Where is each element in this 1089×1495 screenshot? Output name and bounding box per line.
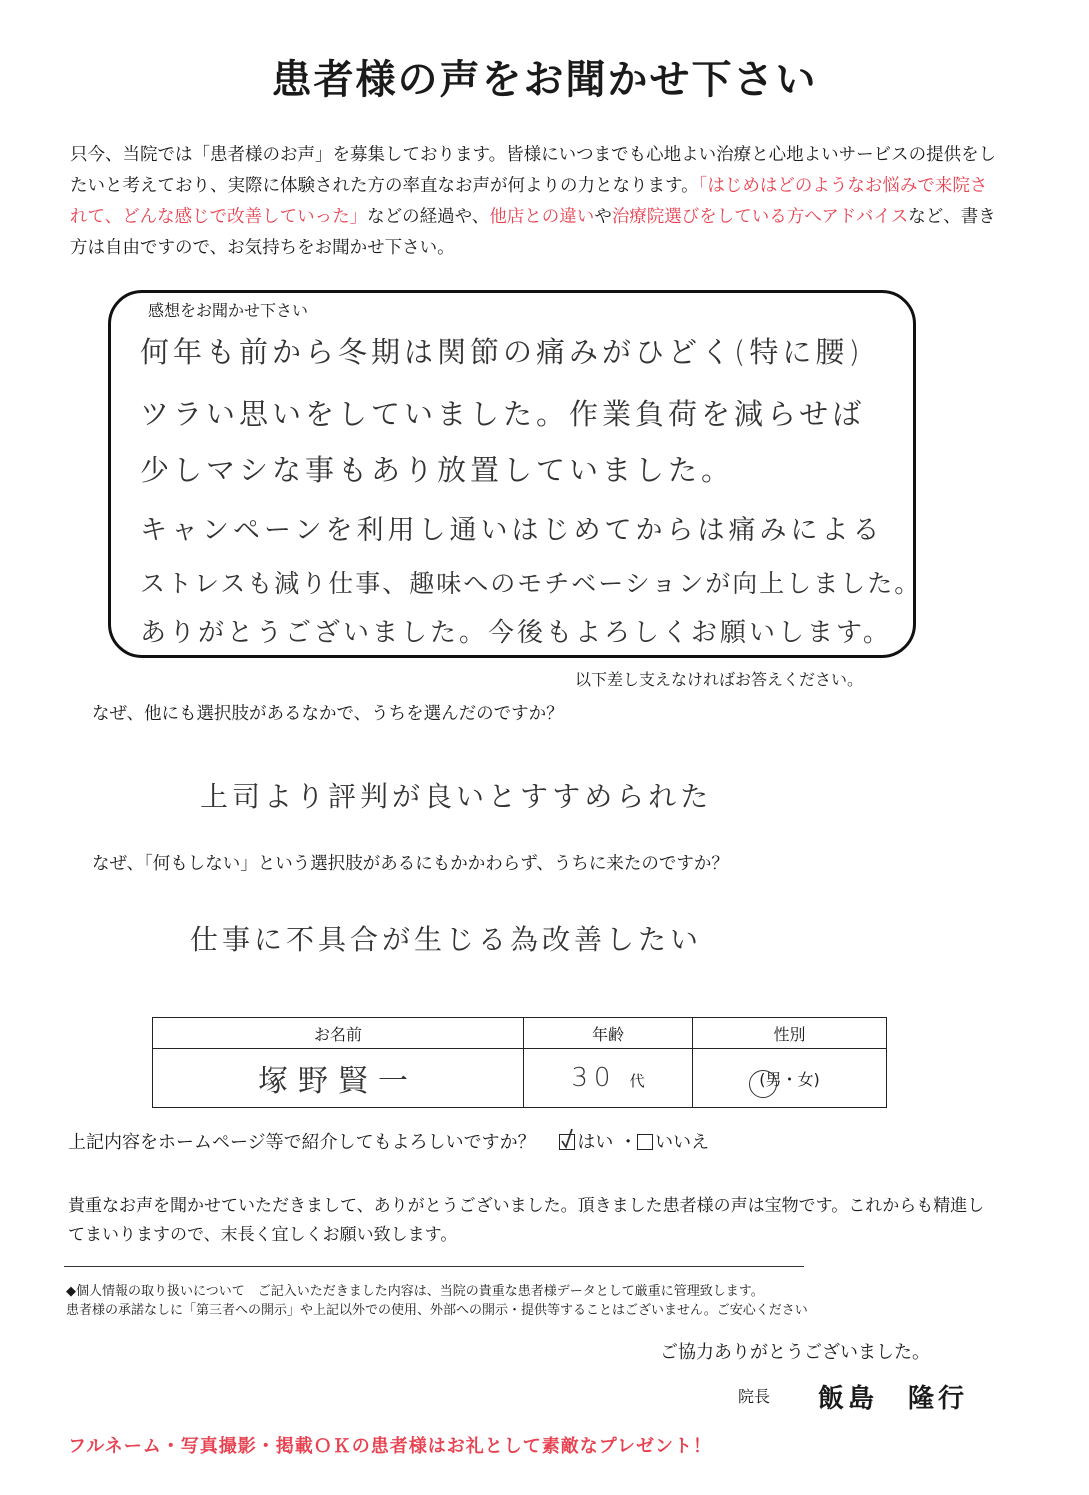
consent-yes-option[interactable] (559, 1132, 619, 1153)
answer-2: 仕事に不具合が生じる為改善したい (190, 923, 703, 956)
yes-checkbox[interactable] (559, 1134, 575, 1150)
impression-line: ストレスも減り仕事、趣味へのモチベーションが向上しました。 (140, 569, 922, 598)
optional-note: 以下差し支えなければお答えください。 (575, 670, 864, 689)
privacy-line-1: ◆個人情報の取り扱いについて ご記入いただきました内容は、当院の貴重な患者様データとして厳重に管理致します。 (66, 1284, 764, 1299)
consent-separator: ・ (619, 1132, 638, 1153)
gender-selection-circle (749, 1070, 777, 1098)
impression-line: ツラい思いをしていました。作業負荷を減らせば (140, 397, 866, 431)
gender-cell (693, 1049, 887, 1108)
consent-row (68, 1128, 709, 1154)
impression-line: 何年も前から冬期は関節の痛みがひどく(特に腰) (140, 335, 864, 369)
question-2: なぜ、「何もしない」という選択肢があるにもかかわらず、うちに来たのですか？ (92, 854, 729, 874)
name-cell (153, 1049, 524, 1108)
patient-info-table (152, 1017, 887, 1108)
no-checkbox[interactable] (637, 1134, 653, 1150)
checkmark-icon (560, 1135, 574, 1149)
consent-no-option[interactable] (637, 1132, 709, 1153)
impression-label: 感想をお聞かせ下さい (148, 301, 309, 320)
director-title: 院長 (738, 1387, 771, 1406)
gender-header: 性別 (693, 1018, 887, 1049)
cooperation-message: ご協力ありがとうございました。 (660, 1342, 930, 1363)
intro-text-2: などの経過や、 (367, 207, 490, 227)
impression-line: キャンペーンを利用し通いはじめてからは痛みによる (140, 515, 884, 546)
intro-highlight-2: 他店との違い (489, 207, 595, 227)
present-notice: フルネーム・写真撮影・掲載ＯＫの患者様はお礼として素敵なプレゼント！ (68, 1436, 713, 1457)
no-label: いいえ (655, 1132, 710, 1153)
intro-text-4: など、書き方は自由ですので、お気持ちをお聞かせ下さい。 (70, 207, 996, 258)
intro-text-3: や (594, 207, 612, 227)
age-header: 年齢 (524, 1018, 693, 1049)
gender-options: (男・女) (759, 1069, 820, 1089)
intro-highlight-3: 治療院選びをしている方へアドバイス (611, 207, 909, 227)
page-title: 患者様の声をお聞かせ下さい (271, 57, 818, 103)
age-value: 30 (571, 1063, 617, 1093)
director-name: 飯島 隆行 (818, 1384, 969, 1414)
impression-line: ありがとうございました。今後もよろしくお願いします。 (140, 618, 892, 648)
privacy-line-2: 患者様の承諾なしに「第三者への開示」や上記以外での使用、外部への開示・提供等することはございません。ご安心ください (66, 1303, 808, 1318)
name-value: 塚野賢一 (258, 1064, 418, 1099)
privacy-notice (66, 1282, 946, 1320)
intro-highlight-1: 「はじめはどのようなお悩みで来院されて、どんな感じで改善していった」 (70, 176, 988, 227)
divider (64, 1266, 804, 1267)
yes-label: はい (577, 1132, 614, 1153)
impression-line: 少しマシな事もあり放置していました。 (140, 453, 735, 487)
name-header: お名前 (153, 1018, 524, 1049)
intro-paragraph (70, 140, 1000, 264)
consent-question: 上記内容をホームページ等で紹介してもよろしいですか？ (68, 1132, 536, 1153)
age-cell (524, 1049, 693, 1108)
age-unit: 代 (629, 1072, 645, 1090)
intro-text-1: 只今、当院では「患者様のお声」を募集しております。皆様にいつまでも心地よい治療と心地よいサービスの提供をしたいと考えており、実際に体験された方の率直なお声が何よりの力となります。 (70, 145, 997, 196)
answer-1: 上司より評判が良いとすすめられた (200, 780, 713, 813)
thanks-paragraph: 貴重なお声を聞かせていただきまして、ありがとうございました。頂きました患者様の声は宝物です。これからも精進してまいりますので、末長く宜しくお願い致します。 (68, 1196, 985, 1245)
question-1: なぜ、他にも選択肢があるなかで、うちを選んだのですか？ (92, 704, 564, 724)
